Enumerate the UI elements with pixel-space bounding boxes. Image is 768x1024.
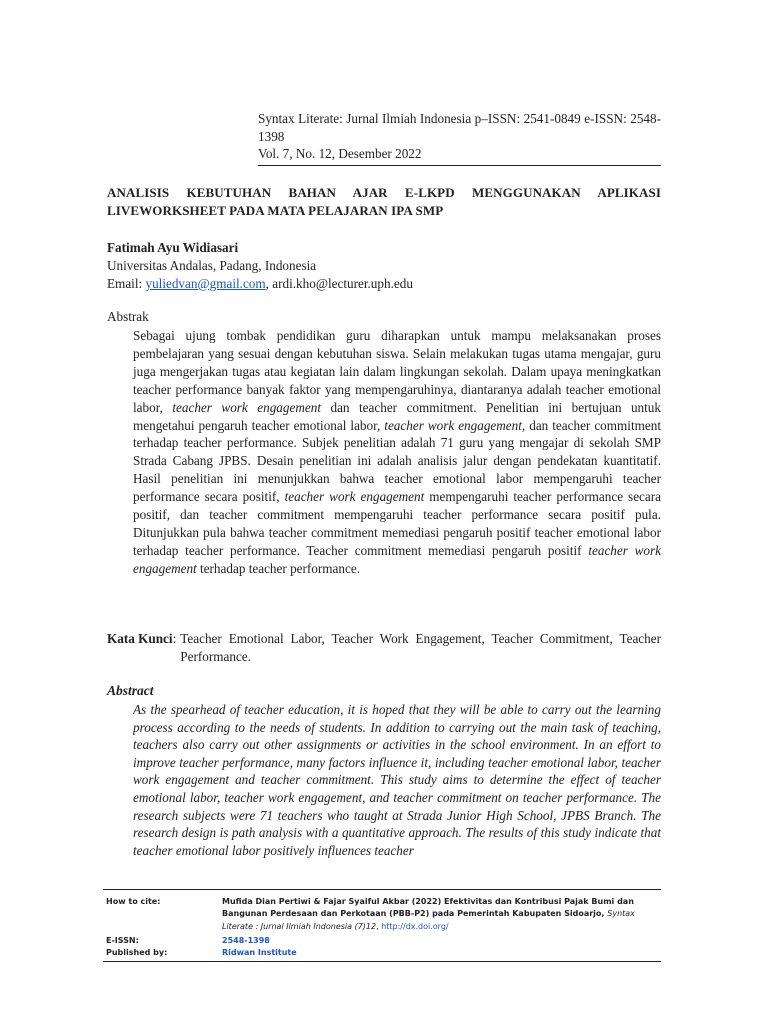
citation-separator: ,	[376, 921, 382, 931]
abstrak-text-part: , dan teacher commitment terhadap teacher performance. Subjek penelitian adalah 71 guru yang mengajar di sekolah SMP Strada Cabang JPBS. Desain penelitian ini adalah analisis jalur dengan pendekatan kuantitatif. Hasil penelitian ini menunjukkan bahwa teacher emotional labor mempengaruhi teacher performance secara positif,	[133, 417, 661, 505]
how-to-cite-label: How to cite:	[106, 897, 161, 906]
journal-header	[258, 110, 661, 166]
citation-box	[103, 889, 661, 962]
abstract-text: As the spearhead of teacher education, it is hoped that they will be able to carry out the learning process according to the needs of students. In addition to carrying out the main task of teaching, teachers also carry out other assignments or activities in the school environment. In an effort to improve teacher performance, many factors influence it, including teacher emotional labor, teacher work engagement and teacher commitment. This study aims to determine the effect of teacher emotional labor, teacher work engagement, and teacher commitment on teacher performance. The research subjects were 71 teachers who taught at Strada Junior High School, JPBS Branch. The research design is path analysis with a quantitative approach. The results of this study indicate that teacher emotional labor positively influences teacher	[133, 702, 661, 858]
abstrak-text-part: mempengaruhi teacher performance secara positif, dan teacher commitment mempengaruhi teacher performance secara positif pula. Ditunjukkan pula bahwa teacher commitment memediasi pengaruh positif teacher emotional labor terhadap teacher performance. Teacher commitment memediasi pengaruh positif	[133, 489, 661, 558]
abstrak-heading: Abstrak	[107, 309, 149, 324]
author-email-line	[107, 275, 661, 293]
citation-row-publisher	[103, 947, 661, 959]
eissn-value: 2548-1398	[222, 935, 270, 945]
article-title: ANALISIS KEBUTUHAN BAHAN AJAR E-LKPD MENGGUNAKAN APLIKASI LIVEWORKSHEET PADA MATA PELAJARAN IPA SMP	[107, 185, 661, 218]
eissn-label: E-ISSN:	[106, 935, 139, 945]
email-link[interactable]: yuliedvan@gmail.com	[145, 276, 266, 291]
citation-doi-link[interactable]: http://dx.doi.org/	[381, 921, 449, 931]
keywords-label: Kata Kunci	[107, 631, 173, 646]
keywords-colon: :	[172, 631, 177, 646]
abstrak-italic-term: teacher work engagement	[133, 542, 662, 576]
email-label: Email:	[107, 276, 146, 291]
publisher-label: Published by:	[106, 948, 168, 958]
journal-issn-line: Syntax Literate: Jurnal Ilmiah Indonesia p–ISSN: 2541-0849 e-ISSN: 2548-1398	[258, 111, 661, 144]
keywords-text: Teacher Emotional Labor, Teacher Work Engagement, Teacher Commitment, Teacher Performance.	[180, 631, 661, 664]
citation-row-how-to-cite	[103, 896, 661, 933]
author-name: Fatimah Ayu Widiasari	[107, 240, 239, 255]
abstrak-italic-term: teacher work engagement	[284, 489, 425, 505]
publisher-value: Ridwan Institute	[222, 948, 297, 958]
abstrak-italic-term: teacher work engagement	[172, 399, 321, 415]
how-to-cite-value	[222, 896, 661, 933]
abstrak-text-part: terhadap teacher performance.	[196, 560, 360, 576]
abstrak-italic-term: teacher work engagement	[384, 417, 522, 433]
keywords-block	[107, 630, 661, 666]
abstrak-text	[133, 327, 661, 578]
abstract-heading: Abstract	[107, 683, 154, 698]
abstrak-text-part: Sebagai ujung tombak pendidikan guru diharapkan untuk mampu melaksanakan proses pembelajaran yang sesuai dengan kebutuhan siswa. Selain melakukan tugas utama mengajar, guru juga mengerjakan tugas atau kegiatan lain dalam lingkungan sekolah. Dalam upaya meningkatkan teacher performance banyak faktor yang mempengaruhinya, diantaranya adalah teacher emotional labor,	[133, 328, 661, 415]
citation-reference: Mufida Dian Pertiwi & Fajar Syaiful Akbar (2022) Efektivitas dan Kontribusi Pajak Bumi dan Bangunan Perdesaan dan Perkotaan (PBB-P2) pada Pemerintah Kabupaten Sidoarjo,	[222, 897, 634, 919]
abstrak-text-part: dan teacher commitment. Penelitian ini bertujuan untuk mengetahui pengaruh teacher emotional labor,	[133, 399, 661, 433]
citation-row-eissn	[103, 935, 661, 947]
email-secondary: , ardi.kho@lecturer.uph.edu	[265, 276, 413, 291]
author-block	[107, 239, 661, 293]
journal-volume-line: Vol. 7, No. 12, Desember 2022	[258, 146, 422, 161]
author-affiliation: Universitas Andalas, Padang, Indonesia	[107, 258, 317, 273]
citation-journal: Syntax Literate : Jurnal Ilmiah Indonesia (7)12	[222, 909, 635, 931]
